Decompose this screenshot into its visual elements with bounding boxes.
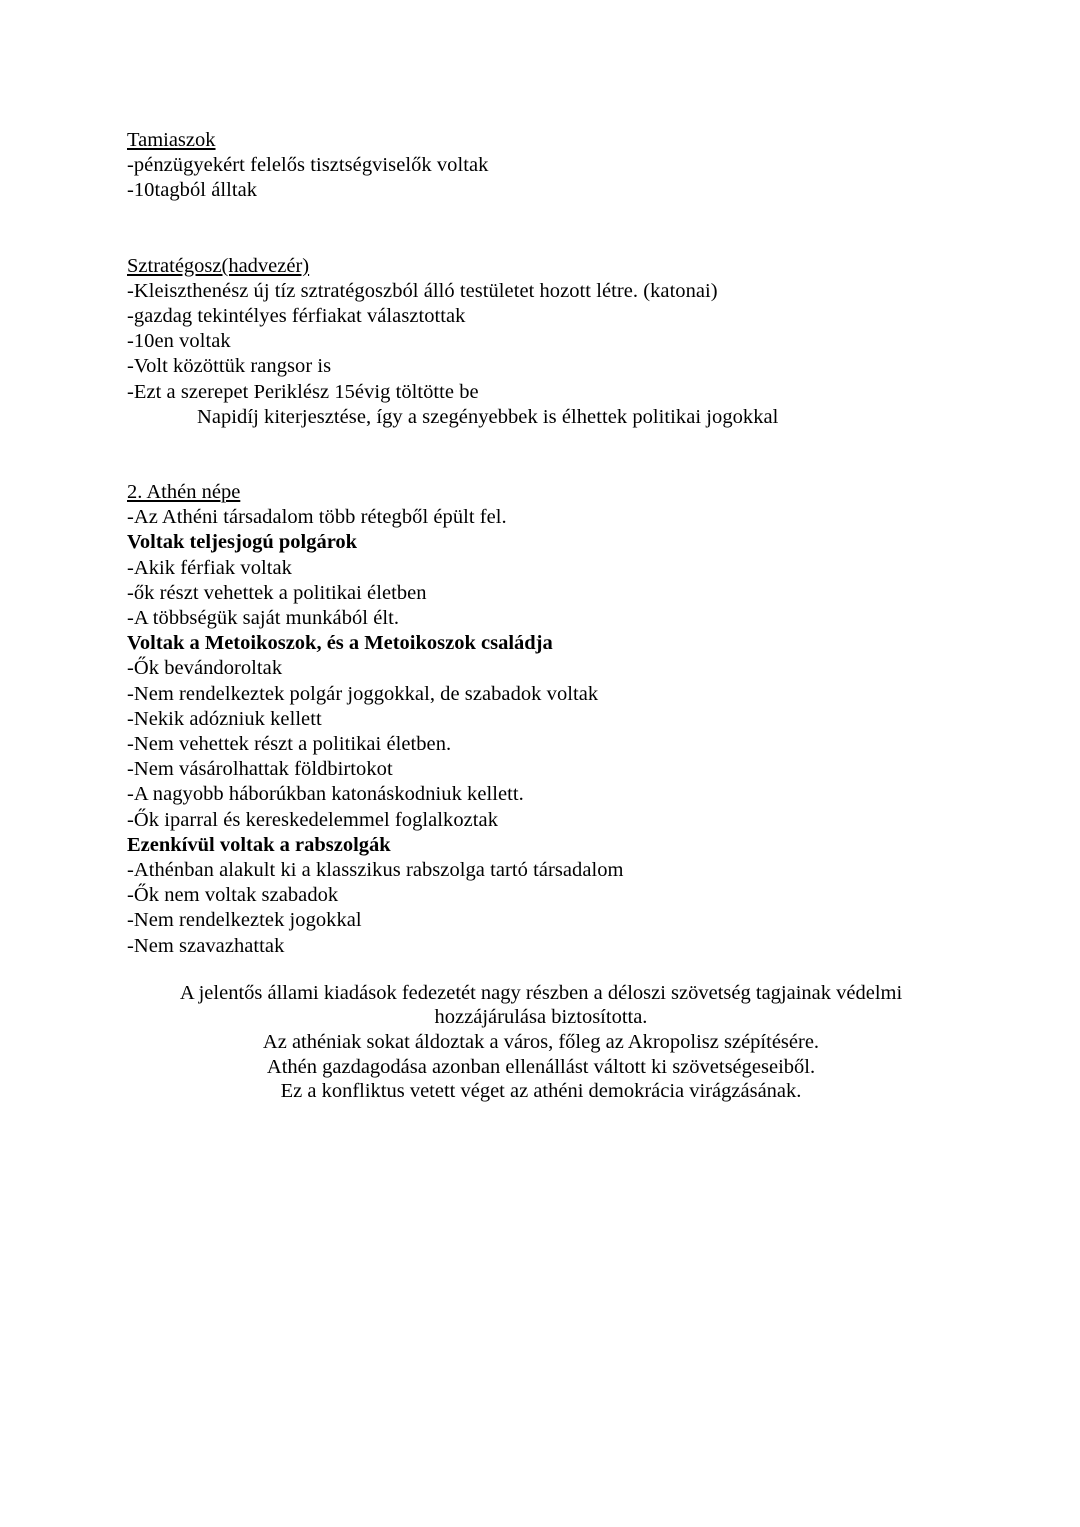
section-spacer (127, 430, 955, 480)
document-body (127, 128, 955, 1104)
heading-text: Sztratégosz(hadvezér) (127, 254, 310, 277)
list-item: -Nekik adózniuk kellett (127, 707, 322, 730)
section-tamiaszok (127, 128, 955, 204)
list-item: -Akik férfiak voltak (127, 556, 292, 579)
indented-note: Napidíj kiterjesztése, így a szegényebbek is élhettek politikai jogokkal (197, 405, 779, 428)
section-sztrategosz (127, 254, 955, 430)
closing-line: Ez a konfliktus vetett véget az athéni demokrácia virágzásának. (280, 1080, 802, 1103)
list-item: -Ők iparral és kereskedelemmel foglalkoztak (127, 808, 498, 831)
list-item: -Ők bevándoroltak (127, 657, 283, 680)
section-intro-line: -Az Athéni társadalom több rétegből épült fel. (127, 506, 507, 529)
list-item: -Kleiszthenész új tíz sztratégoszból álló testületet hozott létre. (katonai) (127, 279, 718, 302)
list-item: -Nem rendelkeztek polgár joggokkal, de szabadok voltak (127, 682, 599, 705)
list-item: -Ők nem voltak szabadok (127, 884, 339, 907)
heading-text: 2. Athén népe (127, 481, 241, 504)
group-rabszolgak (127, 833, 955, 959)
group-title: Voltak a Metoikoszok, és a Metoikoszok családja (127, 632, 553, 655)
list-item: -Nem rendelkeztek jogokkal (127, 909, 362, 932)
group-teljesjogu-polgarok (127, 530, 955, 631)
list-item: -Ezt a szerepet Periklész 15évig töltötte be (127, 380, 479, 403)
list-item: -A nagyobb háborúkban katonáskodniuk kellett. (127, 783, 524, 806)
closing-line: Athén gazdagodása azonban ellenállást váltott ki szövetségeseiből. (266, 1055, 816, 1078)
section-athen-nepe (127, 480, 955, 959)
closing-line: Az athéniak sokat áldoztak a város, főleg az Akropolisz szépítésére. (262, 1031, 820, 1054)
list-item: -ők részt vehettek a politikai életben (127, 581, 427, 604)
section-spacer (127, 204, 955, 254)
group-metoikoszok (127, 631, 955, 833)
group-title: Voltak teljesjogú polgárok (127, 531, 358, 554)
list-item: -pénzügyekért felelős tisztségviselők voltak (127, 154, 489, 177)
list-item: -Nem szavazhattak (127, 934, 285, 957)
list-item: -Nem vásárolhattak földbirtokot (127, 758, 393, 781)
list-item: -A többségük saját munkából élt. (127, 607, 400, 630)
list-item: -10en voltak (127, 330, 231, 353)
closing-paragraph-block (127, 981, 955, 1104)
list-item: -Volt közöttük rangsor is (127, 355, 332, 378)
section-heading-sztrategosz (127, 254, 955, 279)
list-item: -Athénban alakult ki a klasszikus rabszolga tartó társadalom (127, 859, 624, 882)
closing-line: A jelentős állami kiadások fedezetét nagy részben a déloszi szövetség tagjainak védelmi hozzájárulása biztosította. (179, 981, 903, 1029)
list-item: -Nem vehettek részt a politikai életben. (127, 733, 452, 756)
list-item: -gazdag tekintélyes férfiakat választottak (127, 305, 466, 328)
group-title: Ezenkívül voltak a rabszolgák (127, 833, 391, 856)
section-heading-tamiaszok (127, 128, 955, 153)
section-heading-athen-nepe (127, 480, 955, 505)
list-item: -10tagból álltak (127, 179, 258, 202)
heading-text: Tamiaszok (127, 129, 216, 151)
